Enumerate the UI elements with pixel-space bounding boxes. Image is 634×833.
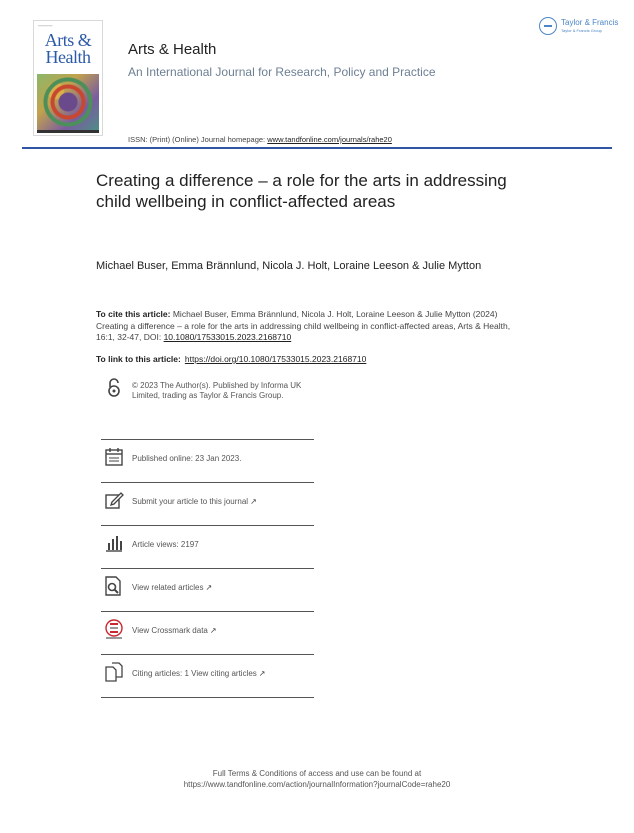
bar-chart-icon [104, 533, 124, 553]
cover-footer-bar [37, 130, 99, 133]
citation-block [96, 309, 526, 344]
journal-homepage-link[interactable]: www.tandfonline.com/journals/rahe20 [267, 135, 392, 144]
article-doi-link[interactable]: https://doi.org/10.1080/17533015.2023.2168710 [184, 354, 367, 364]
publisher-tagline: Taylor & Francis Group [561, 28, 602, 33]
cover-artwork [37, 74, 99, 130]
cite-text: Michael Buser, Emma Brännlund, Nicola J. Holt, Loraine Leeson & Julie Mytton (2024) Creating a difference – a role for the arts in addressing child wellbeing in conflict-affected areas, Arts & Health, 16:1, 32-47, DOI: [96, 309, 511, 342]
journal-subtitle: An International Journal for Research, Policy and Practice [128, 65, 436, 79]
crossmark-icon [104, 619, 124, 639]
article-link-line [96, 354, 366, 364]
crossmark-link[interactable] [132, 626, 217, 636]
issn-homepage-line [128, 135, 392, 144]
license-row[interactable] [101, 376, 314, 440]
published-text: Published online: 23 Jan 2023. [132, 454, 242, 463]
cite-label: To cite this article: [96, 309, 171, 319]
footer-terms-line: Full Terms & Conditions of access and use can be found at [212, 769, 422, 778]
cover-title-health: Health [45, 47, 91, 67]
footer-terms-url[interactable]: https://www.tandfonline.com/action/journalInformation?journalCode=rahe20 [183, 780, 451, 789]
link-label: To link to this article: [96, 354, 181, 364]
document-search-icon [104, 576, 124, 596]
submit-article-link[interactable] [132, 497, 257, 507]
citing-articles-link[interactable] [132, 669, 266, 679]
footer-terms [0, 768, 634, 790]
issn-prefix: ISSN: (Print) (Online) Journal homepage: [128, 135, 268, 144]
header-divider [22, 147, 612, 149]
related-articles-row[interactable] [101, 569, 314, 612]
edit-icon [104, 490, 124, 510]
cover-topline: ━━━━━━━━ [38, 24, 53, 28]
article-views-text: Article views: 2197 [132, 540, 199, 549]
journal-cover-image [33, 20, 103, 136]
external-link-icon: ↗ [258, 669, 266, 678]
copy-documents-icon [104, 662, 124, 682]
crossmark-row[interactable] [101, 612, 314, 655]
related-articles-label: View related articles [132, 583, 204, 592]
published-row [101, 440, 314, 483]
external-link-icon: ↗ [250, 497, 257, 506]
related-articles-link[interactable] [132, 583, 212, 593]
cover-title-arts: Arts & [44, 30, 92, 50]
article-title: Creating a difference – a role for the arts in addressing child wellbeing in conflict-affected areas [96, 171, 507, 211]
submit-article-row[interactable] [101, 483, 314, 526]
article-views-row [101, 526, 314, 569]
external-link-icon: ↗ [209, 626, 217, 635]
license-text: © 2023 The Author(s). Published by Informa UK Limited, trading as Taylor & Francis Group. [132, 381, 302, 400]
calendar-icon [104, 447, 124, 467]
citing-articles-row[interactable] [101, 655, 314, 698]
crossmark-label: View Crossmark data [132, 626, 208, 635]
journal-title: Arts & Health [128, 41, 217, 58]
article-authors: Michael Buser, Emma Brännlund, Nicola J. Holt, Loraine Leeson & Julie Mytton [96, 260, 482, 272]
citing-articles-label: Citing articles: 1 View citing articles [132, 669, 257, 678]
publisher-logo-icon [539, 17, 557, 35]
open-access-icon [104, 378, 124, 398]
submit-article-label: Submit your article to this journal [132, 497, 249, 506]
publisher-logo[interactable] [539, 17, 619, 39]
publisher-name: Taylor & Francis [561, 18, 619, 27]
external-link-icon: ↗ [205, 583, 213, 592]
cite-doi-link[interactable]: 10.1080/17533015.2023.2168710 [163, 332, 292, 342]
